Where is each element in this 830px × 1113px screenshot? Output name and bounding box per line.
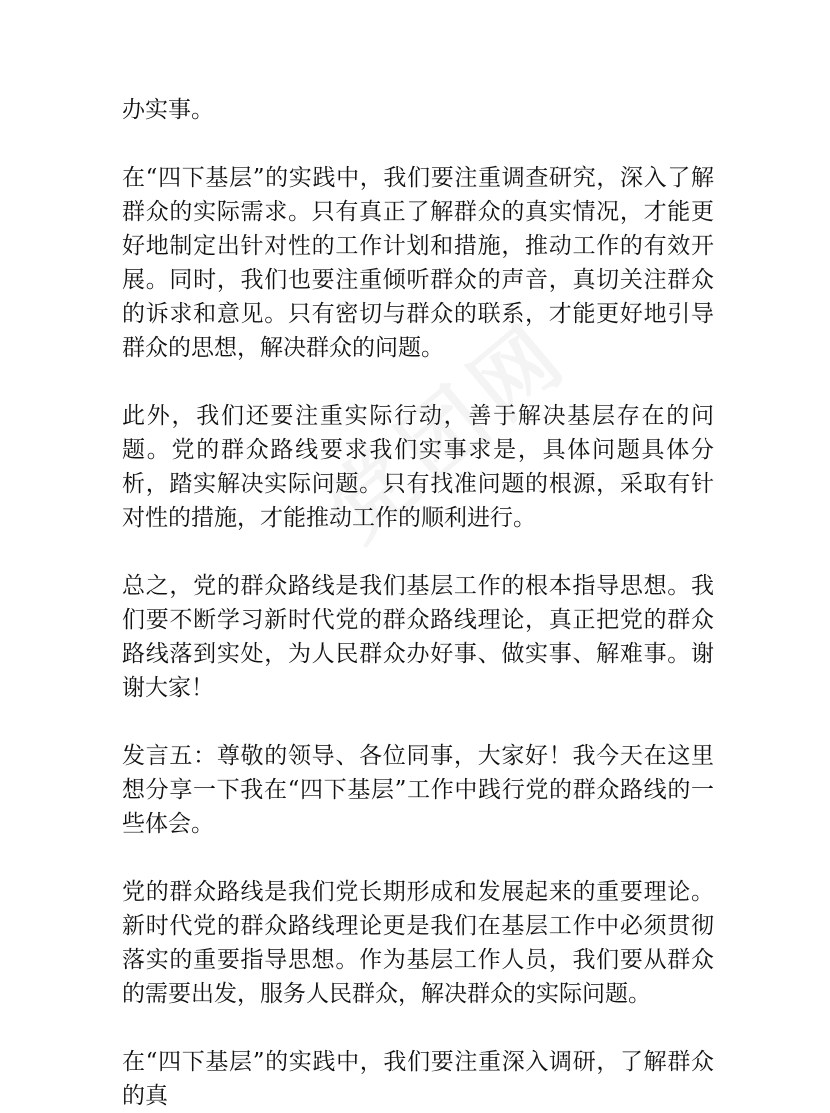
paragraph-1: 办实事。 [122,97,214,123]
paragraph-2: 在“四下基层”的实践中，我们要注重调查研究，深入了解群众的实际需求。只有真正了解群众的真实情况，才能更好地制定出针对性的工作计划和措施，推动工作的有效开展。同时，我们也要注重倾听群众的声音，真切关注群众的诉求和意见。只有密切与群众的联系，才能更好地引导群众的思想，解决群众的问题。 [122,165,714,361]
paragraph-6: 党的群众路线是我们党长期形成和发展起来的重要理论。新时代党的群众路线理论更是我们在基层工作中必须贯彻落实的重要指导思想。作为基层工作人员，我们要从群众的需要出发，服务人民群众，解决群众的实际问题。 [122,879,714,1007]
paragraph-7: 在“四下基层”的实践中，我们要注重深入调研，了解群众的真 [122,1049,714,1109]
document-body [122,93,714,1113]
paragraph-5: 发言五：尊敬的领导、各位同事，大家好！我今天在这里想分享一下我在“四下基层”工作中践行党的群众路线的一些体会。 [122,743,714,837]
paragraph-4: 总之，党的群众路线是我们基层工作的根本指导思想。我们要不断学习新时代党的群众路线理论，真正把党的群众路线落到实处，为人民群众办好事、做实事、解难事。谢谢大家！ [122,573,714,701]
paragraph-3: 此外，我们还要注重实际行动，善于解决基层存在的问题。党的群众路线要求我们实事求是，具体问题具体分析，踏实解决实际问题。只有找准问题的根源，采取有针对性的措施，才能推动工作的顺利进行。 [122,403,714,531]
